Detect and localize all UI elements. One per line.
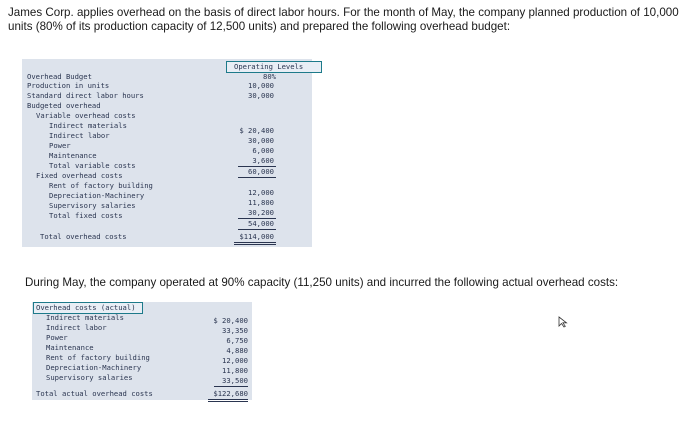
budget-row-value: 12,000 (248, 188, 274, 197)
budget-row-value: 30,200 (248, 208, 274, 217)
actual-row-value: 12,000 (222, 356, 248, 365)
grand-total-double-underline (208, 401, 248, 402)
budget-row-label: Indirect labor (49, 131, 110, 140)
budget-row-value: 6,000 (252, 146, 274, 155)
budget-row-label: Standard direct labor hours (27, 91, 144, 100)
actual-row-label: Maintenance (46, 343, 94, 352)
budget-row-label: Supervisory salaries (49, 201, 136, 210)
budget-row-value: 30,000 (248, 136, 274, 145)
problem-intro-text: James Corp. applies overhead on the basis of direct labor hours. For the month of May, the company planned production of 10,000 units (80% of its production capacity of 12,500 units) and prepared the following overhead budget: (8, 6, 679, 33)
actual-row-label: Power (46, 333, 68, 342)
budget-row-label: Production in units (27, 81, 110, 90)
operating-level-80: 80% (263, 72, 276, 81)
budget-row-label: Maintenance (49, 151, 97, 160)
budget-section-label: Fixed overhead costs (36, 171, 123, 180)
actual-row-value: 6,750 (226, 336, 248, 345)
budget-title: Overhead Budget (27, 72, 92, 81)
budget-row-label: Indirect materials (49, 121, 127, 130)
budget-row-value: 30,000 (248, 91, 274, 100)
budget-row-label: Rent of factory building (49, 181, 153, 190)
actual-row-label: Supervisory salaries (46, 373, 133, 382)
actual-total-label: Total actual overhead costs (36, 389, 153, 398)
actual-row-value: 4,880 (226, 346, 248, 355)
budget-row-value: $ 20,400 (239, 126, 274, 135)
budget-row-value: 11,800 (248, 198, 274, 207)
grand-total-double-underline (234, 242, 276, 243)
operating-levels-label: Operating Levels (234, 62, 304, 71)
budget-row-label: Power (49, 141, 71, 150)
actual-row-label: Indirect materials (46, 313, 124, 322)
actual-row-value: 33,350 (222, 326, 248, 335)
grand-total-double-underline (234, 244, 276, 245)
budget-total-label: Total overhead costs (40, 232, 127, 241)
budget-row-label: Total fixed costs (49, 211, 123, 220)
grand-total-double-underline (208, 399, 248, 400)
budget-row-value: 54,000 (248, 219, 274, 228)
actual-title: Overhead costs (actual) (36, 303, 136, 312)
actual-row-value: $ 20,400 (213, 316, 248, 325)
actual-row-label: Depreciation-Machinery (46, 363, 142, 372)
subtotal-underline (214, 386, 248, 387)
actual-row-value: 11,800 (222, 366, 248, 375)
budget-section-label: Variable overhead costs (36, 111, 136, 120)
total-underline (238, 229, 276, 230)
budget-row-value: 3,600 (252, 156, 274, 165)
mouse-cursor-icon (558, 316, 568, 328)
actual-row-label: Indirect labor (46, 323, 107, 332)
budget-row-label: Total variable costs (49, 161, 136, 170)
budget-total-value: $114,000 (239, 232, 274, 241)
budget-row-value: 10,000 (248, 81, 274, 90)
budget-section-label: Budgeted overhead (27, 101, 101, 110)
actual-costs-intro-text: During May, the company operated at 90% capacity (11,250 units) and incurred the following actual overhead costs: (25, 276, 619, 289)
budget-row-label: Depreciation-Machinery (49, 191, 145, 200)
actual-row-label: Rent of factory building (46, 353, 150, 362)
actual-total-value: $122,680 (213, 389, 248, 398)
total-underline (238, 177, 276, 178)
budget-row-value: 60,000 (248, 167, 274, 176)
actual-row-value: 33,500 (222, 376, 248, 385)
